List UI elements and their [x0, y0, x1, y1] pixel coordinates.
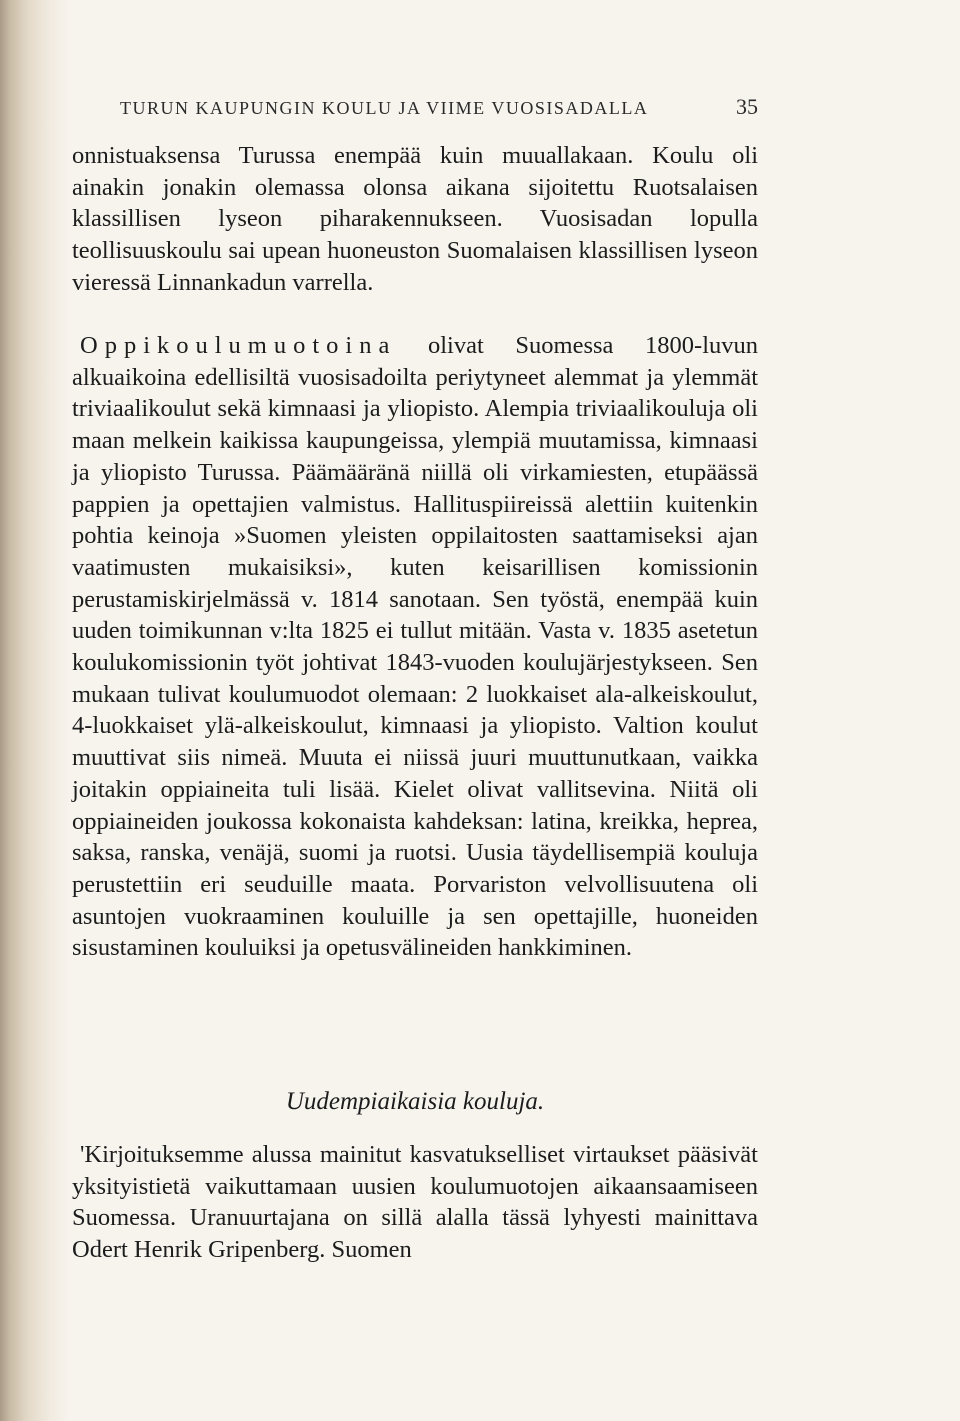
- section-heading: Uudempiaikaisia kouluja.: [285, 1088, 545, 1115]
- spaced-lead-term: Oppikoulumuotoina: [80, 332, 397, 359]
- binding-shadow: [0, 0, 70, 1421]
- paragraph-2-text: olivat Suomessa 1800-luvun alkuaikoina edellisiltä vuosisadoilta periytyneet alemmat ja ylemmät triviaalikoulut sekä kimnaasi ja yliopisto. Alempia triviaalikouluja oli maan melkein kaikissa kaupungeissa, ylempiä muutamissa, kimnaasi ja yliopisto Turussa. Päämääränä niillä oli virkamiesten, etupäässä pappien ja opettajien valmistus. Hallituspiireissä alettiin kuitenkin pohtia keinoja »Suomen yleisten oppilaitosten saattamiseksi ajan vaatimusten mukaisiksi», kuten keisarillisen komissionin perustamiskirjelmässä v. 1814 sanotaan. Sen työstä, enempää kuin uuden toimikunnan v:lta 1825 ei tullut mitään. Vasta v. 1835 asetetun koulukomissionin työt johtivat 1843-vuoden koulujärjestykseen. Sen mukaan tulivat koulumuodot olemaan: 2 luokkaiset ala-alkeiskoulut, 4-luokkaiset ylä-alkeiskoulut, kimnaasi ja yliopisto. Valtion koulut muuttivat siis nimeä. Muuta ei niissä juuri muuttunutkaan, vaikka joitakin oppiaineita tuli lisää. Kielet olivat vallitsevina. Niitä oli oppiaineiden joukossa kokonaista kahdeksan: latina, kreikka, heprea, saksa, ranska, venäjä, suomi ja ruotsi. Uusia täydellisempiä kouluja perustettiin eri seuduille maata. Porvariston velvollisuutena oli asuntojen vuokraaminen kouluille ja sen opettajille, huoneiden sisustaminen kouluiksi ja opetusvälineiden hankkiminen.: [72, 332, 758, 962]
- page-number: 35: [736, 94, 758, 119]
- paragraph-2: [72, 330, 758, 964]
- running-head-title: TURUN KAUPUNGIN KOULU JA VIIME VUOSISADALLA: [120, 98, 649, 118]
- running-head: [72, 94, 758, 128]
- paragraph-3: 'Kirjoituksemme alussa mainitut kasvatukselliset virtaukset pääsivät yksityistietä vaikuttamaan uusien koulumuotojen aikaansaamiseen Suomessa. Uranuurtajana on sillä alalla tässä lyhyesti mainittava Odert Henrik Gripenberg. Suomen: [72, 1141, 758, 1264]
- paragraph-1: onnistuaksensa Turussa enempää kuin muuallakaan. Koulu oli ainakin jonakin olemassa olonsa aikana sijoitettu Ruotsalaisen klassillisen lyseon piharakennukseen. Vuosisadan lopulla teollisuuskoulu sai upean huoneuston Suomalaisen klassillisen lyseon vieressä Linnankadun varrella.: [72, 142, 758, 296]
